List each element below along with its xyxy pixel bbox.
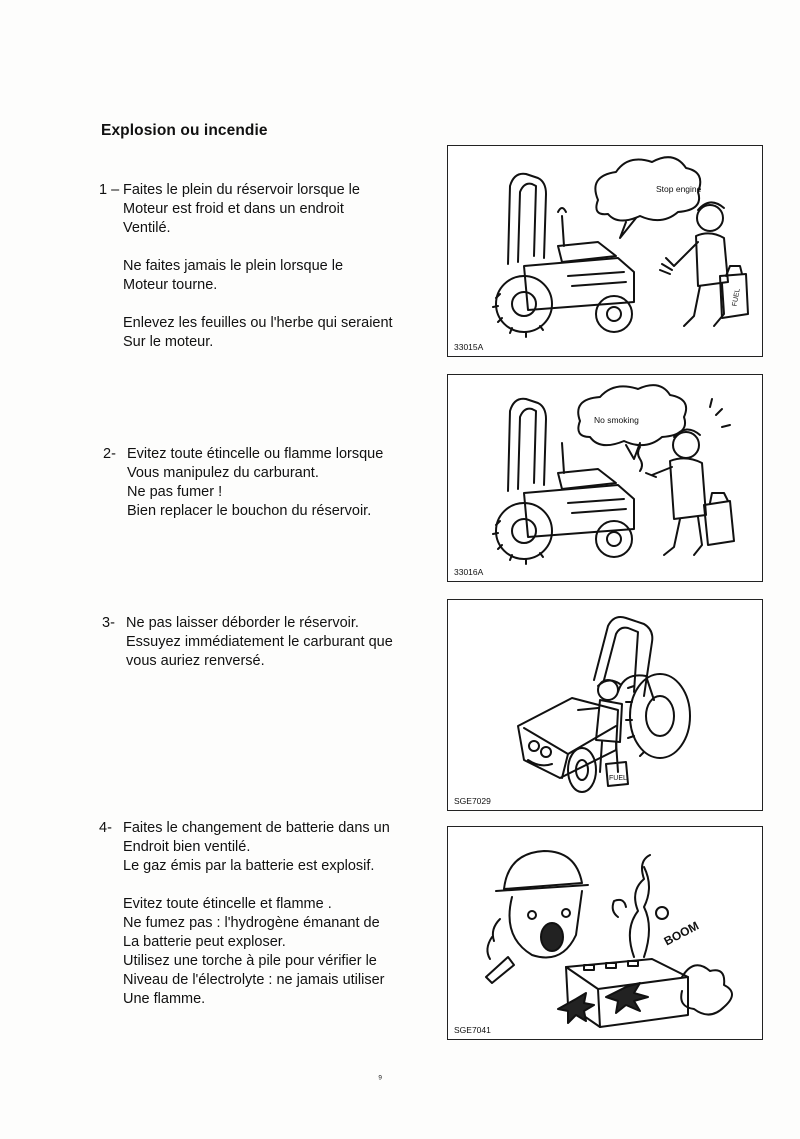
text-line: Ne pas fumer ! bbox=[127, 484, 223, 500]
section-1 bbox=[99, 181, 393, 352]
bubble-text: Stop engine bbox=[656, 184, 702, 194]
text-line: Ne pas laisser déborder le réservoir. bbox=[126, 615, 359, 631]
text-line: Evitez toute étincelle ou flamme lorsque bbox=[127, 446, 384, 462]
section-4 bbox=[99, 819, 390, 1009]
section-number: 4- bbox=[99, 820, 112, 836]
text-line: Moteur est froid et dans un endroit bbox=[123, 201, 344, 217]
text-line: Sur le moteur. bbox=[123, 334, 214, 350]
text-line: Ne faites jamais le plein lorsque le bbox=[123, 258, 344, 274]
page-title: Explosion ou incendie bbox=[101, 122, 268, 139]
text-line: Enlevez les feuilles ou l'herbe qui seraient bbox=[123, 315, 393, 331]
text-line: Le gaz émis par la batterie est explosif. bbox=[123, 858, 375, 874]
text-line: Faites le changement de batterie dans un bbox=[123, 820, 390, 836]
section-3 bbox=[102, 614, 393, 671]
figure-stop-engine bbox=[447, 145, 763, 357]
text-line: Essuyez immédiatement le carburant que bbox=[126, 634, 393, 650]
figure-battery-explosion bbox=[447, 826, 763, 1040]
figure-code: SGE7041 bbox=[454, 1025, 491, 1035]
text-line: Bien replacer le bouchon du réservoir. bbox=[127, 503, 372, 519]
text-line: Une flamme. bbox=[123, 991, 206, 1007]
text-line: Ventilé. bbox=[123, 220, 171, 236]
section-number: 3- bbox=[102, 615, 115, 631]
figure-no-smoking bbox=[447, 374, 763, 582]
section-number: 2- bbox=[103, 446, 116, 462]
text-line: Ne fumez pas : l'hydrogène émanant de bbox=[123, 915, 380, 931]
text-line: Utilisez une torche à pile pour vérifier le bbox=[123, 953, 377, 969]
fuel-can-label: FUEL bbox=[731, 288, 742, 307]
text-line: Vous manipulez du carburant. bbox=[127, 465, 319, 481]
text-line: Niveau de l'électrolyte : ne jamais utiliser bbox=[123, 972, 385, 988]
figure-code: SGE7029 bbox=[454, 796, 491, 806]
text-line: Endroit bien ventilé. bbox=[123, 839, 251, 855]
text-line: Moteur tourne. bbox=[123, 277, 218, 293]
battery-explosion-illustration bbox=[448, 827, 762, 1039]
text-line: Faites le plein du réservoir lorsque le bbox=[123, 182, 360, 198]
page-number: ⁹ bbox=[378, 1074, 383, 1085]
boom-label: BOOM bbox=[661, 918, 702, 949]
tractor-refuel-illustration bbox=[448, 146, 762, 356]
figure-code: 33016A bbox=[454, 567, 484, 577]
section-number: 1 – bbox=[99, 182, 120, 198]
tractor-filling-illustration bbox=[448, 600, 762, 810]
section-2 bbox=[103, 445, 384, 521]
fuel-can-label: FUEL bbox=[609, 775, 627, 782]
text-line: La batterie peut exploser. bbox=[123, 934, 286, 950]
text-line: Evitez toute étincelle et flamme . bbox=[123, 896, 332, 912]
figure-code: 33015A bbox=[454, 342, 484, 352]
bubble-text: No smoking bbox=[594, 415, 639, 425]
tractor-smoking-illustration bbox=[448, 375, 762, 581]
text-line: vous auriez renversé. bbox=[126, 653, 265, 669]
figure-refuel-tractor bbox=[447, 599, 763, 811]
